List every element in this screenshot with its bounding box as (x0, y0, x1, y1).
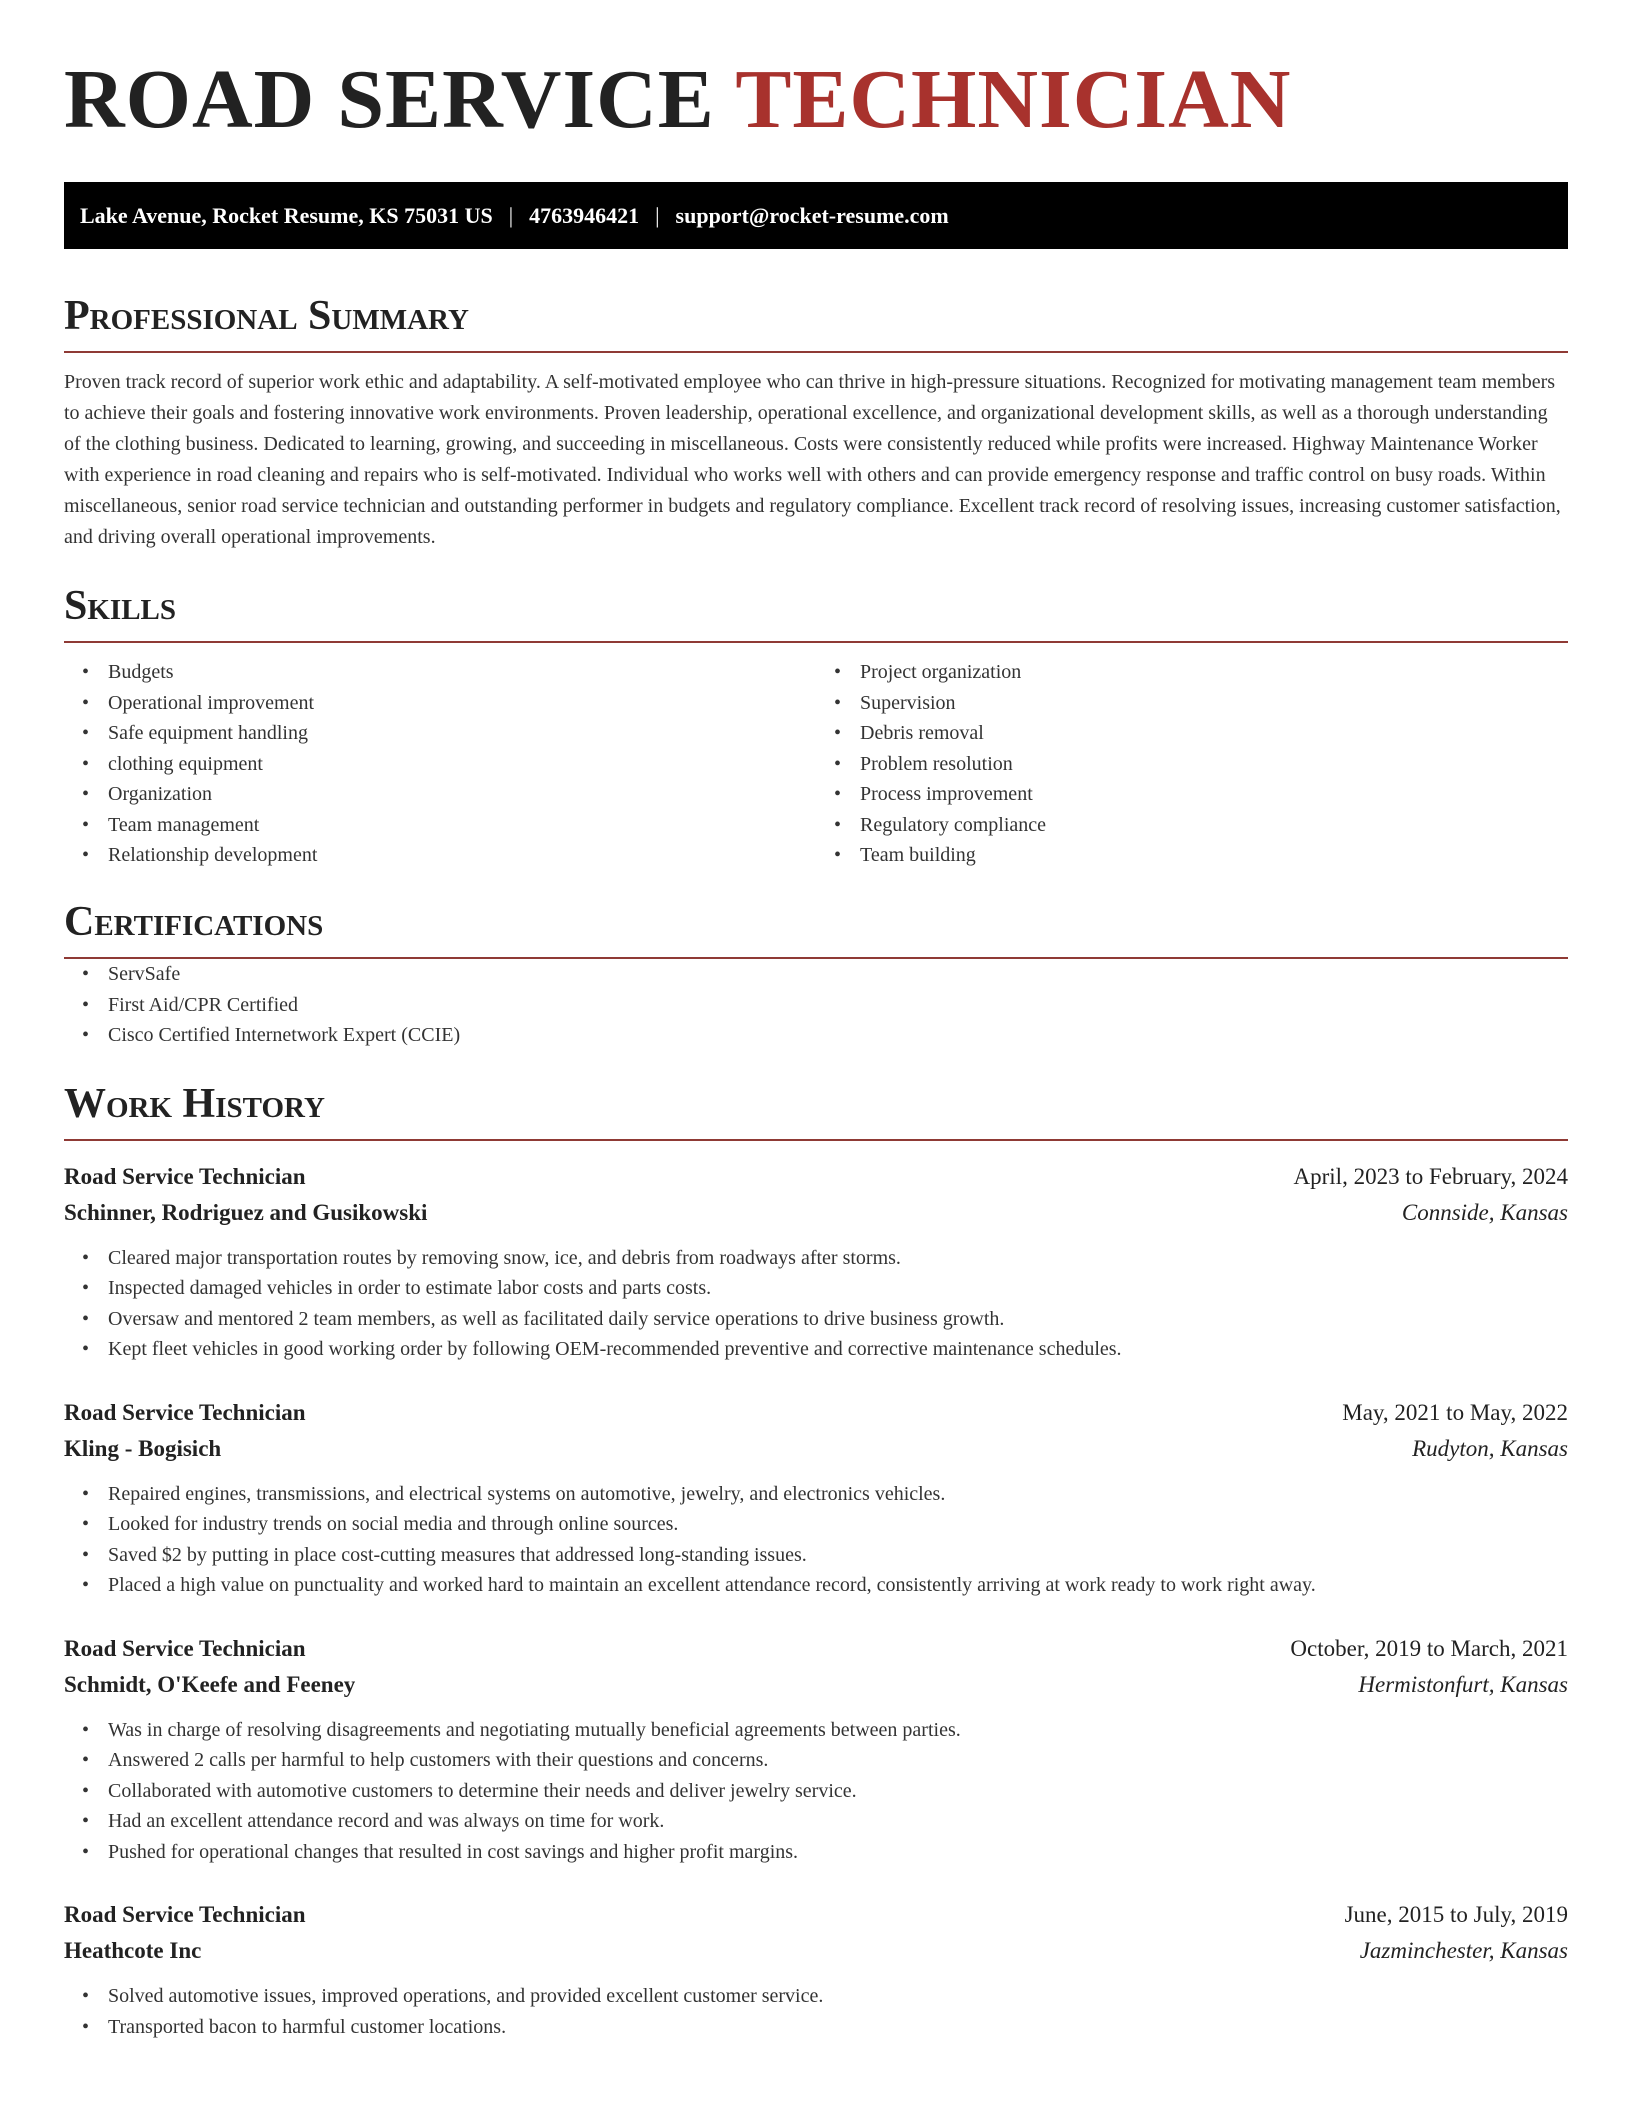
job-duty-item: • Cleared major transportation routes by removing snow, ice, and debris from roadways after storms. (108, 1243, 1568, 1274)
job-dates: June, 2015 to July, 2019 (1344, 1902, 1568, 1928)
job-duty-item: • Was in charge of resolving disagreements and negotiating mutually beneficial agreements between parties. (108, 1715, 1568, 1746)
name-first-part: ROAD SERVICE (64, 53, 715, 146)
job-duty-item: • Collaborated with automotive customers to determine their needs and deliver jewelry service. (108, 1776, 1568, 1807)
job-dates: October, 2019 to March, 2021 (1290, 1635, 1568, 1661)
skill-item: • Problem resolution (860, 749, 1568, 780)
certification-item: • ServSafe (108, 959, 1568, 990)
contact-separator: | (655, 202, 660, 228)
section-divider (64, 1139, 1568, 1141)
job-duty-item: • Transported bacon to harmful customer locations. (108, 2012, 1568, 2043)
skills-section (64, 583, 1568, 871)
job-dates: April, 2023 to February, 2024 (1293, 1163, 1568, 1189)
job-duty-item: • Kept fleet vehicles in good working order by following OEM-recommended preventive and corrective maintenance schedules. (108, 1334, 1568, 1365)
contact-phone: 4763946421 (529, 202, 640, 228)
job-header-row (64, 1897, 1568, 1933)
contact-email: support@rocket-resume.com (675, 202, 949, 228)
skill-item: • Budgets (108, 657, 816, 688)
job-title: Road Service Technician (64, 1902, 306, 1928)
skill-item: • Team building (860, 840, 1568, 871)
job-duties-list (64, 1479, 1568, 1601)
job-duties-list (64, 1981, 1568, 2042)
skill-item: • Process improvement (860, 779, 1568, 810)
job-duty-item: • Repaired engines, transmissions, and electrical systems on automotive, jewelry, and electronics vehicles. (108, 1479, 1568, 1510)
skill-item: • Supervision (860, 688, 1568, 719)
job-duty-item: • Oversaw and mentored 2 team members, as well as facilitated daily service operations to drive business growth. (108, 1304, 1568, 1335)
skills-right-list (816, 657, 1568, 871)
certification-item: • Cisco Certified Internetwork Expert (CCIE) (108, 1020, 1568, 1051)
skill-item: • Debris removal (860, 718, 1568, 749)
job-location: Rudyton, Kansas (1412, 1435, 1568, 1461)
skill-item: • Regulatory compliance (860, 810, 1568, 841)
summary-text: Proven track record of superior work ethic and adaptability. A self-motivated employee who can thrive in high-pressure situations. Recognized for motivating management team members to achieve their goals and fostering innovative work environments. Proven leadership, operational excellence, and organizational development skills, as well as a thorough understanding of the clothing business. Dedicated to learning, growing, and succeeding in miscellaneous. Costs were consistently reduced while profits were increased. Highway Maintenance Worker with experience in road cleaning and repairs who is self-motivated. Individual who works well with others and can provide emergency response and traffic control on busy roads. Within miscellaneous, senior road service technician and outstanding performer in budgets and regulatory compliance. Excellent track record of resolving issues, increasing customer satisfaction, and driving overall operational improvements. (64, 371, 1561, 549)
skill-item: • Safe equipment handling (108, 718, 816, 749)
certifications-section (64, 899, 1568, 1051)
job-location: Connside, Kansas (1401, 1199, 1568, 1225)
section-title-skills: Skills (64, 583, 177, 630)
contact-bar (64, 182, 1568, 249)
skill-item: • Operational improvement (108, 688, 816, 719)
job-company-row (64, 1933, 1568, 1969)
job-entry (64, 1159, 1568, 1365)
skill-item: • Team management (108, 810, 816, 841)
job-duties-list (64, 1715, 1568, 1868)
job-duties-list (64, 1243, 1568, 1365)
job-company-row (64, 1195, 1568, 1231)
job-header-row (64, 1631, 1568, 1667)
certifications-list (64, 959, 1568, 1051)
job-title: Road Service Technician (64, 1163, 306, 1189)
job-dates: May, 2021 to May, 2022 (1342, 1399, 1568, 1425)
section-divider (64, 351, 1568, 353)
section-title-summary: Professional Summary (64, 293, 469, 339)
job-company-row (64, 1431, 1568, 1467)
skill-item: • clothing equipment (108, 749, 816, 780)
name-last-part: TECHNICIAN (735, 53, 1292, 146)
job-duty-item: • Saved $2 by putting in place cost-cutting measures that addressed long-standing issues. (108, 1540, 1568, 1571)
job-entry (64, 1631, 1568, 1868)
job-location: Jazminchester, Kansas (1359, 1938, 1568, 1964)
job-duty-item: • Had an excellent attendance record and was always on time for work. (108, 1806, 1568, 1837)
certification-item: • First Aid/CPR Certified (108, 990, 1568, 1021)
skills-columns (64, 657, 1568, 871)
contact-separator: | (508, 202, 514, 228)
job-entry (64, 1395, 1568, 1601)
skill-item: • Relationship development (108, 840, 816, 871)
job-location: Hermistonfurt, Kansas (1358, 1671, 1568, 1697)
skill-item: • Organization (108, 779, 816, 810)
candidate-name (64, 53, 1568, 146)
skill-item: • Project organization (860, 657, 1568, 688)
skills-left-list (64, 657, 816, 871)
job-duty-item: • Inspected damaged vehicles in order to estimate labor costs and parts costs. (108, 1273, 1568, 1304)
section-divider (64, 641, 1568, 643)
job-title: Road Service Technician (64, 1635, 306, 1661)
job-duty-item: • Looked for industry trends on social media and through online sources. (108, 1509, 1568, 1540)
job-header-row (64, 1159, 1568, 1195)
job-duty-item: • Pushed for operational changes that resulted in cost savings and higher profit margins. (108, 1837, 1568, 1868)
job-entry (64, 1897, 1568, 2042)
job-title: Road Service Technician (64, 1399, 306, 1425)
job-duty-item: • Answered 2 calls per harmful to help customers with their questions and concerns. (108, 1745, 1568, 1776)
job-company: Schinner, Rodriguez and Gusikowski (64, 1199, 428, 1225)
job-company: Schmidt, O'Keefe and Feeney (64, 1671, 356, 1697)
job-company: Kling - Bogisich (64, 1435, 222, 1461)
job-duty-item: • Placed a high value on punctuality and worked hard to maintain an excellent attendance record, consistently arriving at work ready to work right away. (108, 1570, 1568, 1601)
job-duty-item: • Solved automotive issues, improved operations, and provided excellent customer service. (108, 1981, 1568, 2012)
job-company: Heathcote Inc (64, 1938, 202, 1964)
section-title-certifications: Certifications (64, 898, 324, 945)
summary-section (64, 293, 1568, 553)
section-title-work-history: Work History (64, 1080, 325, 1127)
contact-address: Lake Avenue, Rocket Resume, KS 75031 US (80, 202, 493, 228)
job-header-row (64, 1395, 1568, 1431)
work-history-section (64, 1081, 1568, 2043)
job-company-row (64, 1667, 1568, 1703)
